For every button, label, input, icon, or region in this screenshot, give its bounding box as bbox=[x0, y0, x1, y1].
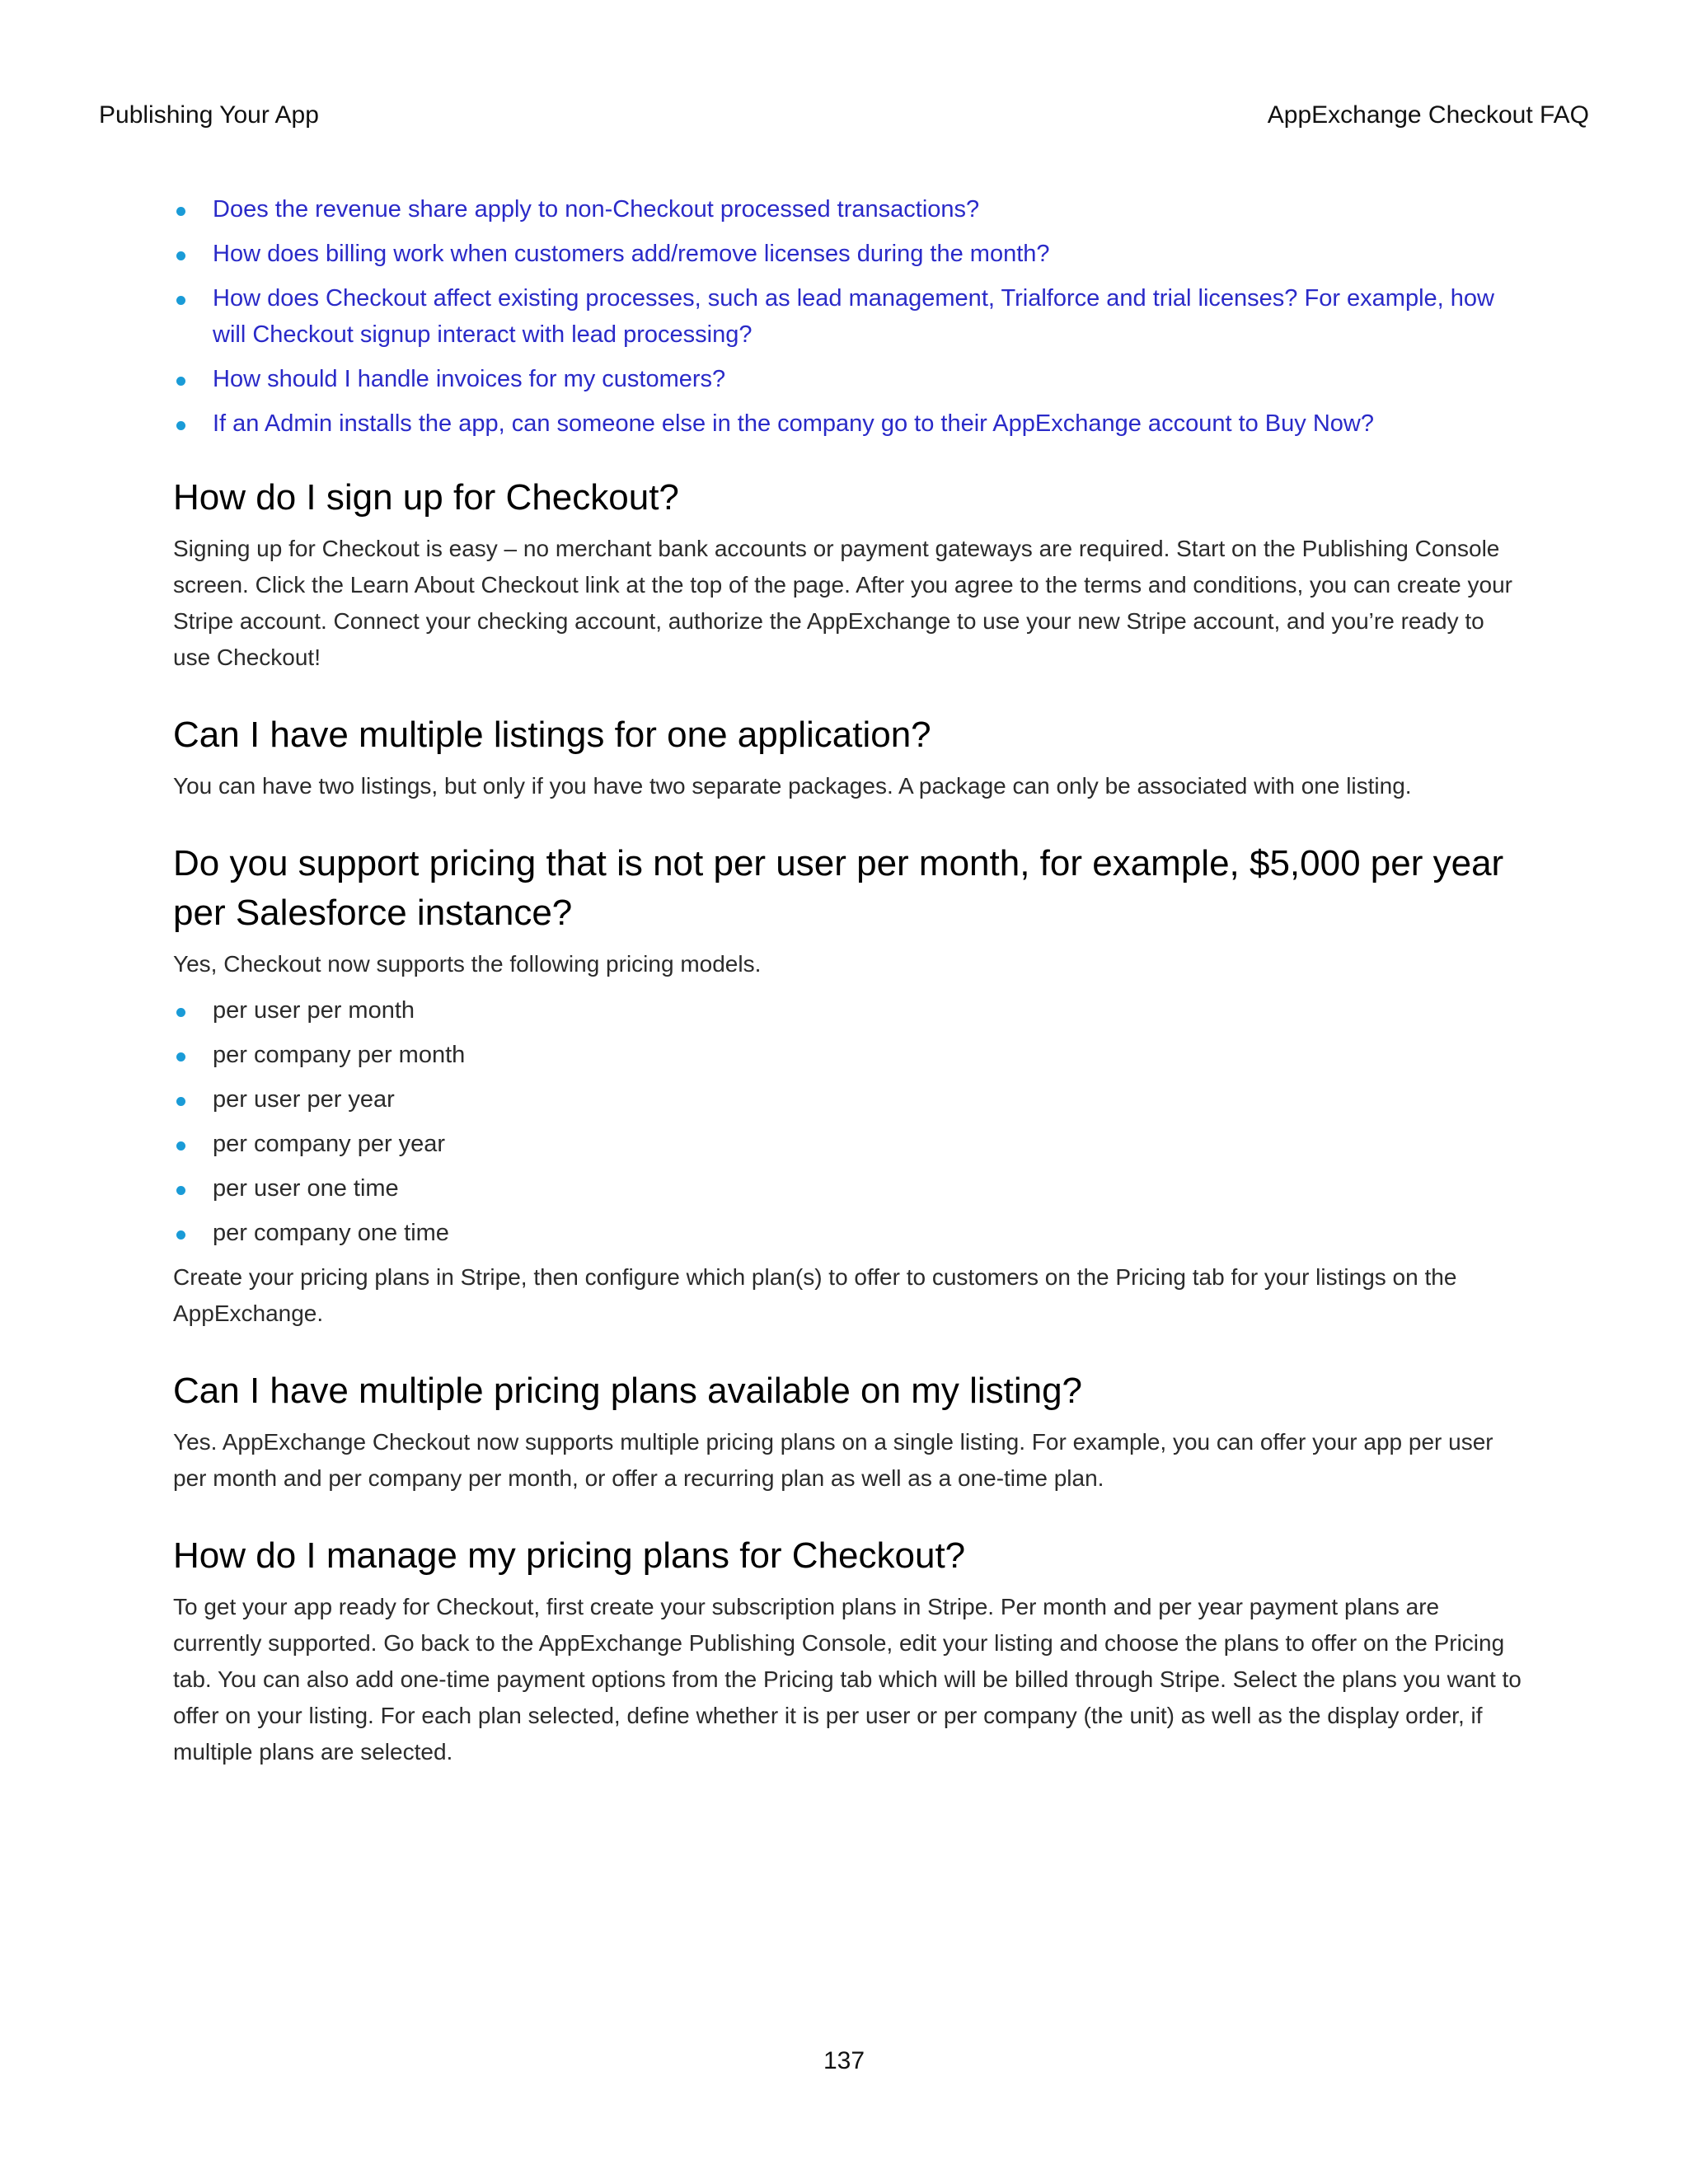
list-item: per company per year bbox=[173, 1126, 1525, 1162]
faq-link-admin-installs[interactable]: If an Admin installs the app, can someone else in the company go to their AppExchange account to Buy Now? bbox=[213, 410, 1374, 437]
list-item: per user per year bbox=[173, 1081, 1525, 1118]
list-item bbox=[173, 361, 1525, 397]
section-paragraph: Signing up for Checkout is easy – no merchant bank accounts or payment gateways are required. Start on the Publishing Console screen. Click the Learn About Checkout link at the top of the page. After you agree to the terms and conditions, you can create your Stripe account. Connect your checking account, authorize the AppExchange to use your new Stripe account, and you’re ready to use Checkout! bbox=[173, 536, 1512, 670]
page-header bbox=[99, 97, 1589, 134]
faq-link-revenue-share[interactable]: Does the revenue share apply to non-Checkout processed transactions? bbox=[213, 196, 980, 223]
page-content bbox=[173, 191, 1525, 1770]
section-heading: Can I have multiple pricing plans available on my listing? bbox=[173, 1371, 1083, 1411]
section-outro: Create your pricing plans in Stripe, then configure which plan(s) to offer to customers on the Pricing tab for your listings on the AppExchange. bbox=[173, 1264, 1457, 1326]
section-paragraph: Yes. AppExchange Checkout now supports multiple pricing plans on a single listing. For example, you can offer your app per user per month and per company per month, or offer a recurring plan as well as a one-time plan. bbox=[173, 1429, 1493, 1491]
pricing-model-list bbox=[173, 992, 1525, 1251]
faq-section-manage-plans bbox=[173, 1531, 1525, 1770]
section-heading: Can I have multiple listings for one application? bbox=[173, 715, 931, 755]
list-item: per company per month bbox=[173, 1037, 1525, 1073]
faq-section-sign-up bbox=[173, 473, 1525, 676]
faq-section-multiple-listings bbox=[173, 710, 1525, 804]
list-item: per user one time bbox=[173, 1170, 1525, 1207]
list-item bbox=[173, 405, 1525, 442]
list-item: per user per month bbox=[173, 992, 1525, 1029]
header-section-title: Publishing Your App bbox=[99, 101, 319, 129]
section-paragraph: You can have two listings, but only if you have two separate packages. A package can only be associated with one listing. bbox=[173, 773, 1412, 799]
list-item bbox=[173, 236, 1525, 272]
section-paragraph: To get your app ready for Checkout, first create your subscription plans in Stripe. Per month and per year payment plans are currently supported. Go back to the AppExchange Publishing Console, edit your listing and choose the plans to offer on the Pricing tab. You can also add one-time payment options from the Pricing tab which will be billed through Stripe. Select the plans you want to offer on your listing. For each plan selected, define whether it is per user or per company (the unit) as well as the display order, if multiple plans are selected. bbox=[173, 1594, 1522, 1765]
faq-link-invoices[interactable]: How should I handle invoices for my customers? bbox=[213, 366, 726, 392]
section-heading: How do I manage my pricing plans for Checkout? bbox=[173, 1535, 966, 1576]
section-heading: Do you support pricing that is not per user per month, for example, $5,000 per year per Salesforce instance? bbox=[173, 843, 1504, 933]
section-intro: Yes, Checkout now supports the following pricing models. bbox=[173, 951, 762, 977]
faq-link-existing-processes[interactable]: How does Checkout affect existing processes, such as lead management, Trialforce and trial licenses? For example, how will Checkout signup interact with lead processing? bbox=[213, 285, 1494, 348]
list-item: per company one time bbox=[173, 1215, 1525, 1251]
faq-section-multiple-plans bbox=[173, 1366, 1525, 1497]
faq-link-billing-licenses[interactable]: How does billing work when customers add/remove licenses during the month? bbox=[213, 241, 1050, 267]
list-item bbox=[173, 280, 1525, 353]
section-heading: How do I sign up for Checkout? bbox=[173, 477, 679, 518]
faq-section-pricing-models bbox=[173, 839, 1525, 1332]
header-chapter-title: AppExchange Checkout FAQ bbox=[1267, 101, 1589, 129]
list-item bbox=[173, 191, 1525, 227]
page-number: 137 bbox=[823, 2047, 865, 2074]
faq-link-list bbox=[173, 191, 1525, 442]
